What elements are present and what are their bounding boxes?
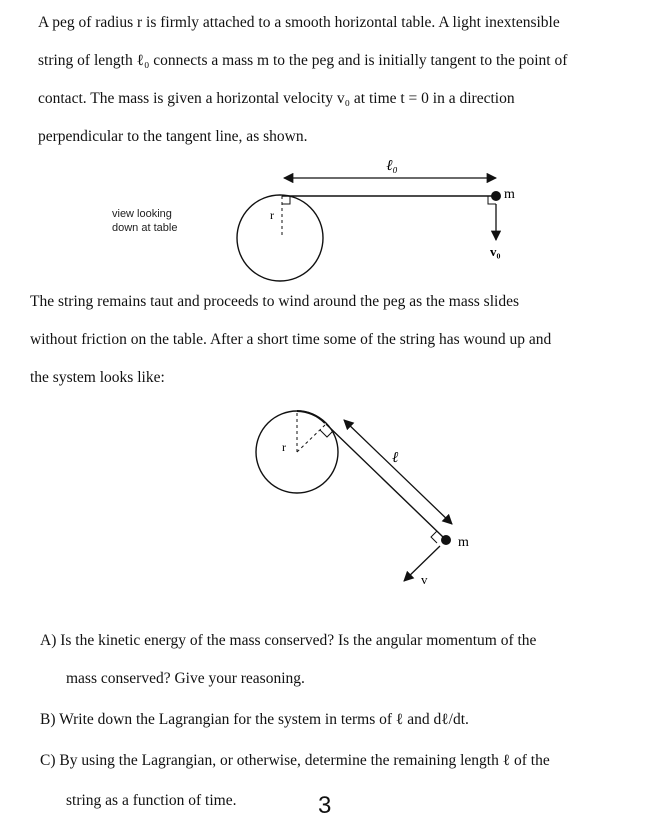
mass-right-angle-marker-2 <box>431 531 437 543</box>
right-angle-marker-2 <box>320 430 333 437</box>
mass-label-2: m <box>458 535 469 550</box>
page-number: 3 <box>318 792 332 819</box>
intro-paragraph <box>38 4 643 156</box>
radius-label: r <box>270 208 274 222</box>
caption-line-1: view looking <box>112 208 172 220</box>
question-c-line-1: C) By using the Lagrangian, or otherwise, determine the remaining length ℓ of the <box>40 752 550 769</box>
question-a-line-1: A) Is the kinetic energy of the mass conserved? Is the angular momentum of the <box>40 632 537 649</box>
right-angle-marker <box>282 196 290 204</box>
radius-line-2 <box>297 425 325 452</box>
intro-line-1: A peg of radius r is firmly attached to a smooth horizontal table. A light inextensible <box>38 14 560 31</box>
length-dimension-arrow-2 <box>344 420 452 524</box>
mass-dot <box>491 191 501 201</box>
caption-line-2: down at table <box>112 222 178 234</box>
wound-arc <box>297 411 325 423</box>
radius-label-2: r <box>282 440 286 454</box>
length-label-2: ℓ <box>392 450 399 466</box>
intro-line-2: string of length ℓ₀ connects a mass m to the peg and is initially tangent to the point of <box>38 52 568 69</box>
middle-line-1: The string remains taut and proceeds to wind around the peg as the mass slides <box>30 293 519 310</box>
middle-line-3: the system looks like: <box>30 369 165 386</box>
middle-line-2: without friction on the table. After a short time some of the string has wound up and <box>30 331 552 348</box>
peg-circle <box>237 195 323 281</box>
figure1-diagram <box>0 150 658 285</box>
mass-dot-2 <box>441 535 451 545</box>
middle-paragraph <box>30 283 640 397</box>
string-line-2 <box>326 424 443 537</box>
velocity-label: v₀ <box>490 244 501 259</box>
velocity-label-2: v <box>421 572 428 587</box>
question-a-line-2: mass conserved? Give your reasoning. <box>66 670 305 687</box>
length-label: ℓ₀ <box>386 158 398 174</box>
question-b: B) Write down the Lagrangian for the system in terms of ℓ and dℓ/dt. <box>40 711 469 728</box>
intro-line-3: contact. The mass is given a horizontal velocity v₀ at time t = 0 in a direction <box>38 90 515 107</box>
figure2-diagram <box>0 395 658 595</box>
question-c-line-2: string as a function of time. <box>66 792 237 809</box>
mass-label: m <box>504 187 515 202</box>
intro-line-4: perpendicular to the tangent line, as shown. <box>38 128 308 145</box>
